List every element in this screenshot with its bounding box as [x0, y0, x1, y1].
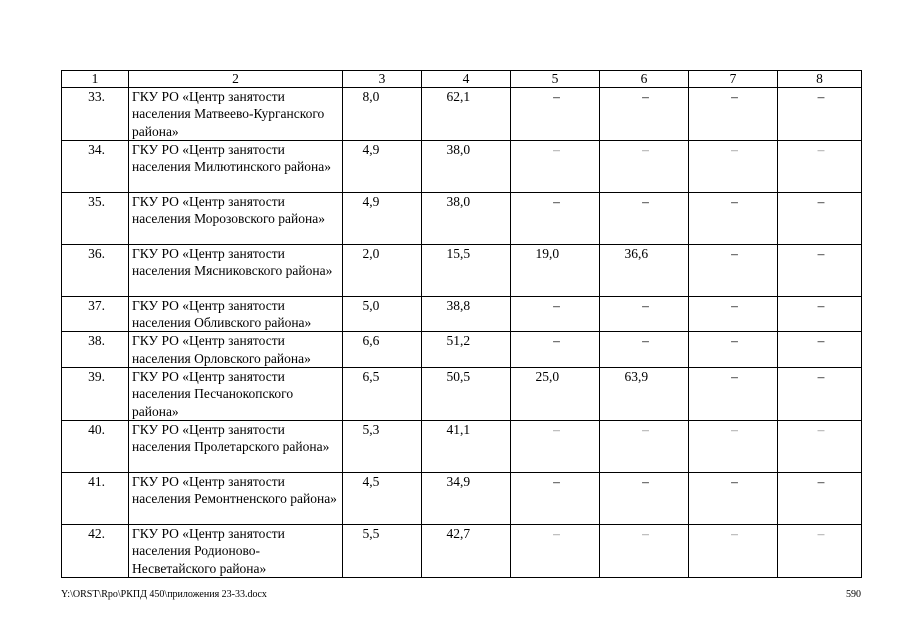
page-number: 590 [846, 589, 861, 600]
value-cell-7-text: – [731, 193, 738, 209]
value-cell-6 [600, 88, 689, 141]
value-cell-7 [689, 88, 778, 141]
value-cell-4-text: 38,0 [446, 193, 471, 209]
value-cell-7-text: – [731, 333, 738, 349]
value-cell-8 [778, 192, 862, 244]
organization-name-cell: ГКУ РО «Центр занятости населения Морозовского района» [129, 192, 343, 244]
value-cell-8 [778, 368, 862, 421]
value-cell-3-text: 5,0 [362, 297, 380, 313]
value-cell-4-text: 34,9 [446, 473, 471, 489]
value-cell-7 [689, 472, 778, 524]
value-cell-7-text: – [731, 473, 738, 489]
value-cell-3 [343, 472, 422, 524]
value-cell-8-text: – [817, 141, 825, 157]
value-cell-5 [511, 140, 600, 192]
value-cell-8 [778, 296, 862, 332]
value-cell-6-text: 63,9 [624, 369, 649, 385]
value-cell-7 [689, 296, 778, 332]
value-cell-5 [511, 332, 600, 368]
value-cell-4 [422, 296, 511, 332]
row-number-cell: 42. [62, 524, 129, 577]
value-cell-7 [689, 420, 778, 472]
organization-name-cell: ГКУ РО «Центр занятости населения Песчанокопского района» [129, 368, 343, 421]
value-cell-5-text: 19,0 [535, 245, 560, 261]
value-cell-6-text: – [642, 89, 649, 104]
value-cell-5 [511, 192, 600, 244]
value-cell-3 [343, 368, 422, 421]
row-number-cell: 34. [62, 140, 129, 192]
value-cell-5-text: – [553, 333, 560, 349]
value-cell-3 [343, 244, 422, 296]
data-table [61, 70, 862, 578]
value-cell-8-text: – [817, 369, 825, 385]
value-cell-4-text: 62,1 [446, 89, 471, 104]
column-header: 5 [511, 71, 600, 88]
organization-name-cell: ГКУ РО «Центр занятости населения Мясниковского района» [129, 244, 343, 296]
value-cell-5 [511, 244, 600, 296]
value-cell-8 [778, 88, 862, 141]
value-cell-5 [511, 420, 600, 472]
value-cell-8-text: – [817, 245, 825, 261]
value-cell-4 [422, 472, 511, 524]
value-cell-8 [778, 332, 862, 368]
value-cell-6-text: – [642, 421, 649, 437]
value-cell-3 [343, 420, 422, 472]
value-cell-7 [689, 192, 778, 244]
value-cell-6-text: – [642, 141, 649, 157]
value-cell-8 [778, 140, 862, 192]
value-cell-7 [689, 244, 778, 296]
value-cell-7 [689, 524, 778, 577]
value-cell-6 [600, 524, 689, 577]
value-cell-3 [343, 524, 422, 577]
value-cell-6 [600, 140, 689, 192]
organization-name-cell: ГКУ РО «Центр занятости населения Орловского района» [129, 332, 343, 368]
value-cell-5-text: – [553, 89, 560, 104]
value-cell-4-text: 15,5 [446, 245, 471, 261]
table-row [62, 420, 862, 472]
value-cell-7 [689, 368, 778, 421]
row-number-cell: 35. [62, 192, 129, 244]
value-cell-6-text: – [642, 297, 649, 313]
value-cell-6 [600, 332, 689, 368]
row-number-cell: 37. [62, 296, 129, 332]
value-cell-8-text: – [817, 193, 825, 209]
value-cell-3-text: 5,3 [362, 421, 380, 437]
value-cell-4 [422, 192, 511, 244]
value-cell-5 [511, 368, 600, 421]
value-cell-8-text: – [817, 525, 825, 541]
value-cell-3-text: 4,9 [362, 141, 380, 157]
value-cell-8-text: – [817, 333, 825, 349]
value-cell-4-text: 50,5 [446, 369, 471, 385]
value-cell-6 [600, 296, 689, 332]
table-header-row [62, 71, 862, 88]
value-cell-5-text: – [553, 193, 560, 209]
value-cell-5 [511, 524, 600, 577]
organization-name-cell: ГКУ РО «Центр занятости населения Пролетарского района» [129, 420, 343, 472]
organization-name-cell: ГКУ РО «Центр занятости населения Обливского района» [129, 296, 343, 332]
table-row [62, 368, 862, 421]
value-cell-4-text: 38,0 [446, 141, 471, 157]
value-cell-5-text: – [553, 421, 560, 437]
value-cell-4 [422, 244, 511, 296]
value-cell-6 [600, 244, 689, 296]
value-cell-8 [778, 472, 862, 524]
column-header: 4 [422, 71, 511, 88]
value-cell-5-text: – [553, 473, 560, 489]
value-cell-3 [343, 88, 422, 141]
column-header: 2 [129, 71, 343, 88]
value-cell-3 [343, 296, 422, 332]
value-cell-5-text: 25,0 [535, 369, 560, 385]
value-cell-7-text: – [731, 141, 738, 157]
row-number-cell: 39. [62, 368, 129, 421]
value-cell-8 [778, 524, 862, 577]
value-cell-6-text: – [642, 473, 649, 489]
value-cell-3-text: 6,5 [362, 369, 380, 385]
value-cell-7-text: – [731, 297, 738, 313]
organization-name-cell: ГКУ РО «Центр занятости населения Ремонтненского района» [129, 472, 343, 524]
organization-name-cell: ГКУ РО «Центр занятости населения Милютинского района» [129, 140, 343, 192]
table-row [62, 296, 862, 332]
value-cell-6-text: – [642, 333, 649, 349]
row-number-cell: 33. [62, 88, 129, 141]
value-cell-7 [689, 140, 778, 192]
footer-file-path: Y:\ORST\Rpo\РКПД 450\приложения 23-33.docx [61, 589, 267, 600]
value-cell-6-text: – [642, 525, 649, 541]
table-row [62, 524, 862, 577]
value-cell-3 [343, 332, 422, 368]
value-cell-7-text: – [731, 245, 738, 261]
value-cell-4-text: 51,2 [446, 333, 471, 349]
column-header: 7 [689, 71, 778, 88]
value-cell-5 [511, 88, 600, 141]
value-cell-4 [422, 524, 511, 577]
value-cell-3 [343, 140, 422, 192]
value-cell-8-text: – [817, 297, 825, 313]
value-cell-4 [422, 420, 511, 472]
value-cell-4 [422, 140, 511, 192]
value-cell-7-text: – [731, 525, 738, 541]
organization-name-cell: ГКУ РО «Центр занятости населения Родионово-Несветайского района» [129, 524, 343, 577]
table-row [62, 192, 862, 244]
value-cell-3-text: 4,5 [362, 473, 380, 489]
value-cell-8 [778, 420, 862, 472]
value-cell-8-text: – [817, 421, 825, 437]
table-row [62, 472, 862, 524]
row-number-cell: 38. [62, 332, 129, 368]
value-cell-3-text: 6,6 [362, 333, 380, 349]
value-cell-4-text: 42,7 [446, 525, 471, 541]
value-cell-6 [600, 420, 689, 472]
value-cell-7-text: – [731, 369, 738, 385]
value-cell-5-text: – [553, 141, 560, 157]
value-cell-8 [778, 244, 862, 296]
value-cell-6 [600, 368, 689, 421]
value-cell-4-text: 41,1 [446, 421, 471, 437]
value-cell-6-text: – [642, 193, 649, 209]
value-cell-3-text: 5,5 [362, 525, 380, 541]
table-row [62, 88, 862, 141]
value-cell-7-text: – [731, 89, 738, 104]
value-cell-7 [689, 332, 778, 368]
value-cell-5-text: – [553, 297, 560, 313]
value-cell-6-text: 36,6 [624, 245, 649, 261]
column-header: 8 [778, 71, 862, 88]
value-cell-5 [511, 296, 600, 332]
value-cell-4 [422, 368, 511, 421]
column-header: 1 [62, 71, 129, 88]
column-header: 6 [600, 71, 689, 88]
table-body [62, 88, 862, 578]
value-cell-3-text: 4,9 [362, 193, 380, 209]
value-cell-5-text: – [553, 525, 560, 541]
value-cell-6 [600, 192, 689, 244]
value-cell-8-text: – [817, 89, 825, 104]
value-cell-3-text: 2,0 [362, 245, 380, 261]
value-cell-3 [343, 192, 422, 244]
value-cell-4 [422, 332, 511, 368]
table-row [62, 332, 862, 368]
column-header: 3 [343, 71, 422, 88]
row-number-cell: 41. [62, 472, 129, 524]
table-row [62, 140, 862, 192]
value-cell-8-text: – [817, 473, 825, 489]
value-cell-6 [600, 472, 689, 524]
value-cell-7-text: – [731, 421, 738, 437]
value-cell-3-text: 8,0 [362, 89, 380, 104]
table-row [62, 244, 862, 296]
row-number-cell: 40. [62, 420, 129, 472]
row-number-cell: 36. [62, 244, 129, 296]
value-cell-4-text: 38,8 [446, 297, 471, 313]
value-cell-4 [422, 88, 511, 141]
value-cell-5 [511, 472, 600, 524]
organization-name-cell: ГКУ РО «Центр занятости населения Матвеево-Курганского района» [129, 88, 343, 141]
